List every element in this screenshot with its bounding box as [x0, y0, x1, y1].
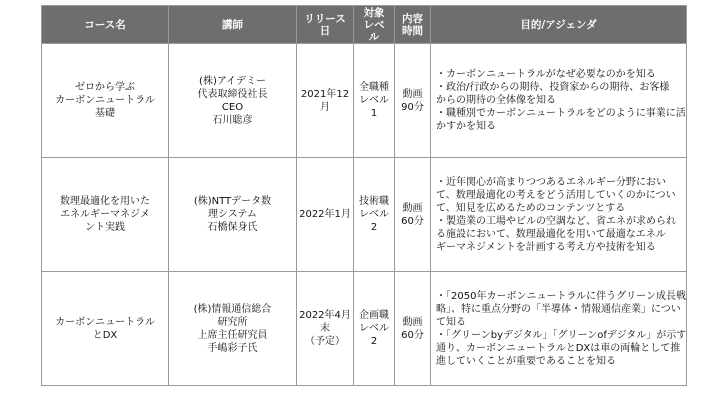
cell-level-line: 技術職	[359, 196, 389, 207]
cell-agenda-line: ・「2050年カーボンニュートラルに伴うグリーン成長戦	[436, 290, 686, 302]
cell-agenda	[431, 44, 687, 158]
cell-lecturer-line: (株)NTTデータ数	[193, 196, 272, 207]
course-table-container	[41, 5, 686, 386]
table-row	[42, 158, 687, 272]
cell-agenda-line: からの期待の全体像を知る	[436, 95, 556, 106]
cell-release-line: 末	[320, 323, 330, 334]
header-course-name	[42, 6, 169, 44]
cell-course-line: エネルギーマネジメ	[60, 209, 150, 220]
cell-agenda-line: ・近年関心が高まりつつあるエネルギー分野におい	[436, 176, 666, 188]
cell-level	[354, 44, 395, 158]
cell-level-line: レベル	[359, 209, 389, 220]
cell-lecturer	[169, 272, 297, 386]
cell-course-line: ゼロから学ぶ	[75, 82, 135, 93]
cell-course	[42, 44, 169, 158]
cell-lecturer	[169, 158, 297, 272]
cell-course-line: カーボンニュートラル	[55, 95, 155, 106]
cell-course-line: ント実践	[85, 222, 125, 233]
header-release-date	[297, 6, 354, 44]
cell-duration-line: 90分	[401, 101, 424, 113]
cell-level-line: 企画職	[359, 310, 389, 321]
header-level-text-2: レベ	[363, 18, 385, 31]
header-duration-text-1: 内容	[402, 12, 423, 25]
cell-agenda-line: ・製造業の工場やビルの空調など、省エネが求められ	[436, 215, 676, 227]
header-level-text-1: 対象	[363, 6, 385, 19]
table-row	[42, 44, 687, 158]
cell-lecturer	[169, 44, 297, 158]
cell-level-line: 2	[370, 222, 378, 233]
cell-duration-line: 動画	[402, 202, 423, 214]
cell-release-line: 2021年12	[300, 88, 350, 100]
cell-agenda-line: て、知見を広めるためのコンテンツとする	[436, 202, 626, 214]
cell-lecturer-line: (株)アイデミー	[199, 75, 266, 87]
cell-level-line: 2	[370, 336, 378, 347]
cell-release	[297, 44, 354, 158]
cell-duration-line: 60分	[401, 329, 424, 341]
header-duration	[395, 6, 431, 44]
header-course-name-text: コース名	[84, 18, 126, 31]
cell-agenda-line: る施設において、数理最適化を用いて最適なエネル	[436, 228, 666, 240]
cell-lecturer-line: 代表取締役社長	[197, 88, 268, 100]
header-release-text-2: 日	[319, 24, 331, 37]
cell-release-line: 2022年1月	[299, 209, 351, 220]
cell-duration-line: 動画	[402, 88, 423, 100]
header-level-text-3: ル	[368, 30, 380, 43]
cell-lecturer-line: 石橋保身氏	[207, 222, 258, 233]
cell-agenda-line: 進していくことが重要であることを知る	[436, 355, 616, 367]
cell-course-line: とDX	[92, 329, 118, 341]
cell-lecturer-line: 上席主任研究員	[197, 329, 268, 341]
cell-agenda-line: 通り、カーボンニュートラルとDXは車の両輪として推	[436, 342, 681, 354]
cell-agenda-line: ・「グリーンbyデジタル」「グリーンofデジタル」が示す	[436, 329, 687, 341]
cell-level	[354, 272, 395, 386]
cell-course	[42, 272, 169, 386]
cell-lecturer-line: 石川聡彦	[212, 114, 253, 126]
cell-release-line: 2022年4月	[299, 310, 351, 321]
header-release-text-1: リリース	[304, 12, 346, 25]
cell-duration	[395, 272, 431, 386]
cell-course-line: カーボンニュートラル	[55, 316, 155, 328]
header-target-level	[354, 6, 395, 44]
cell-duration	[395, 158, 431, 272]
cell-agenda-line: ギーマネジメントを計画する考え方や技術を知る	[436, 241, 656, 253]
header-lecturer-text: 講師	[222, 18, 243, 31]
header-row	[42, 6, 687, 44]
cell-lecturer-line: (株)情報通信総合	[193, 303, 272, 315]
cell-release	[297, 272, 354, 386]
cell-level-line: 1	[370, 108, 378, 119]
header-agenda-text: 目的/アジェンダ	[520, 18, 597, 31]
cell-duration	[395, 44, 431, 158]
header-duration-text-2: 時間	[402, 24, 423, 37]
cell-course-line: 数理最適化を用いた	[60, 196, 150, 207]
cell-agenda-line: ・カーボンニュートラルがなぜ必要なのかを知る	[436, 69, 656, 80]
cell-lecturer-line: 理システム	[208, 209, 257, 220]
header-lecturer	[169, 6, 297, 44]
cell-agenda-line: て知る	[436, 316, 466, 328]
cell-agenda-line: 略」、特に重点分野の「半導体・情報通信産業」につい	[436, 303, 681, 315]
cell-agenda	[431, 158, 687, 272]
cell-agenda-line: て、数理最適化の考えをどう活用していくのかについ	[436, 189, 676, 201]
cell-duration-line: 60分	[401, 215, 424, 227]
cell-release-line: 月	[320, 101, 330, 113]
cell-release	[297, 158, 354, 272]
cell-course-line: 基礎	[95, 108, 115, 119]
header-agenda	[431, 6, 687, 44]
cell-agenda-line: ・職種別でカーボンニュートラルをどのように事業に活	[436, 108, 686, 119]
cell-level-line: レベル	[359, 323, 389, 334]
cell-agenda-line: ・政治/行政からの期待、投資家からの期待、お客様	[436, 82, 670, 93]
cell-course	[42, 158, 169, 272]
cell-release-line: （予定）	[305, 336, 345, 347]
cell-lecturer-line: CEO	[221, 101, 244, 113]
cell-lecturer-line: 手嶋彩子氏	[207, 342, 258, 354]
cell-duration-line: 動画	[402, 316, 423, 328]
cell-agenda	[431, 272, 687, 386]
cell-lecturer-line: 研究所	[217, 316, 248, 328]
cell-level-line: 全職種	[359, 82, 389, 93]
table-row	[42, 272, 687, 386]
cell-agenda-line: かすかを知る	[436, 121, 496, 132]
cell-level	[354, 158, 395, 272]
cell-level-line: レベル	[359, 95, 389, 106]
course-table	[41, 5, 687, 386]
